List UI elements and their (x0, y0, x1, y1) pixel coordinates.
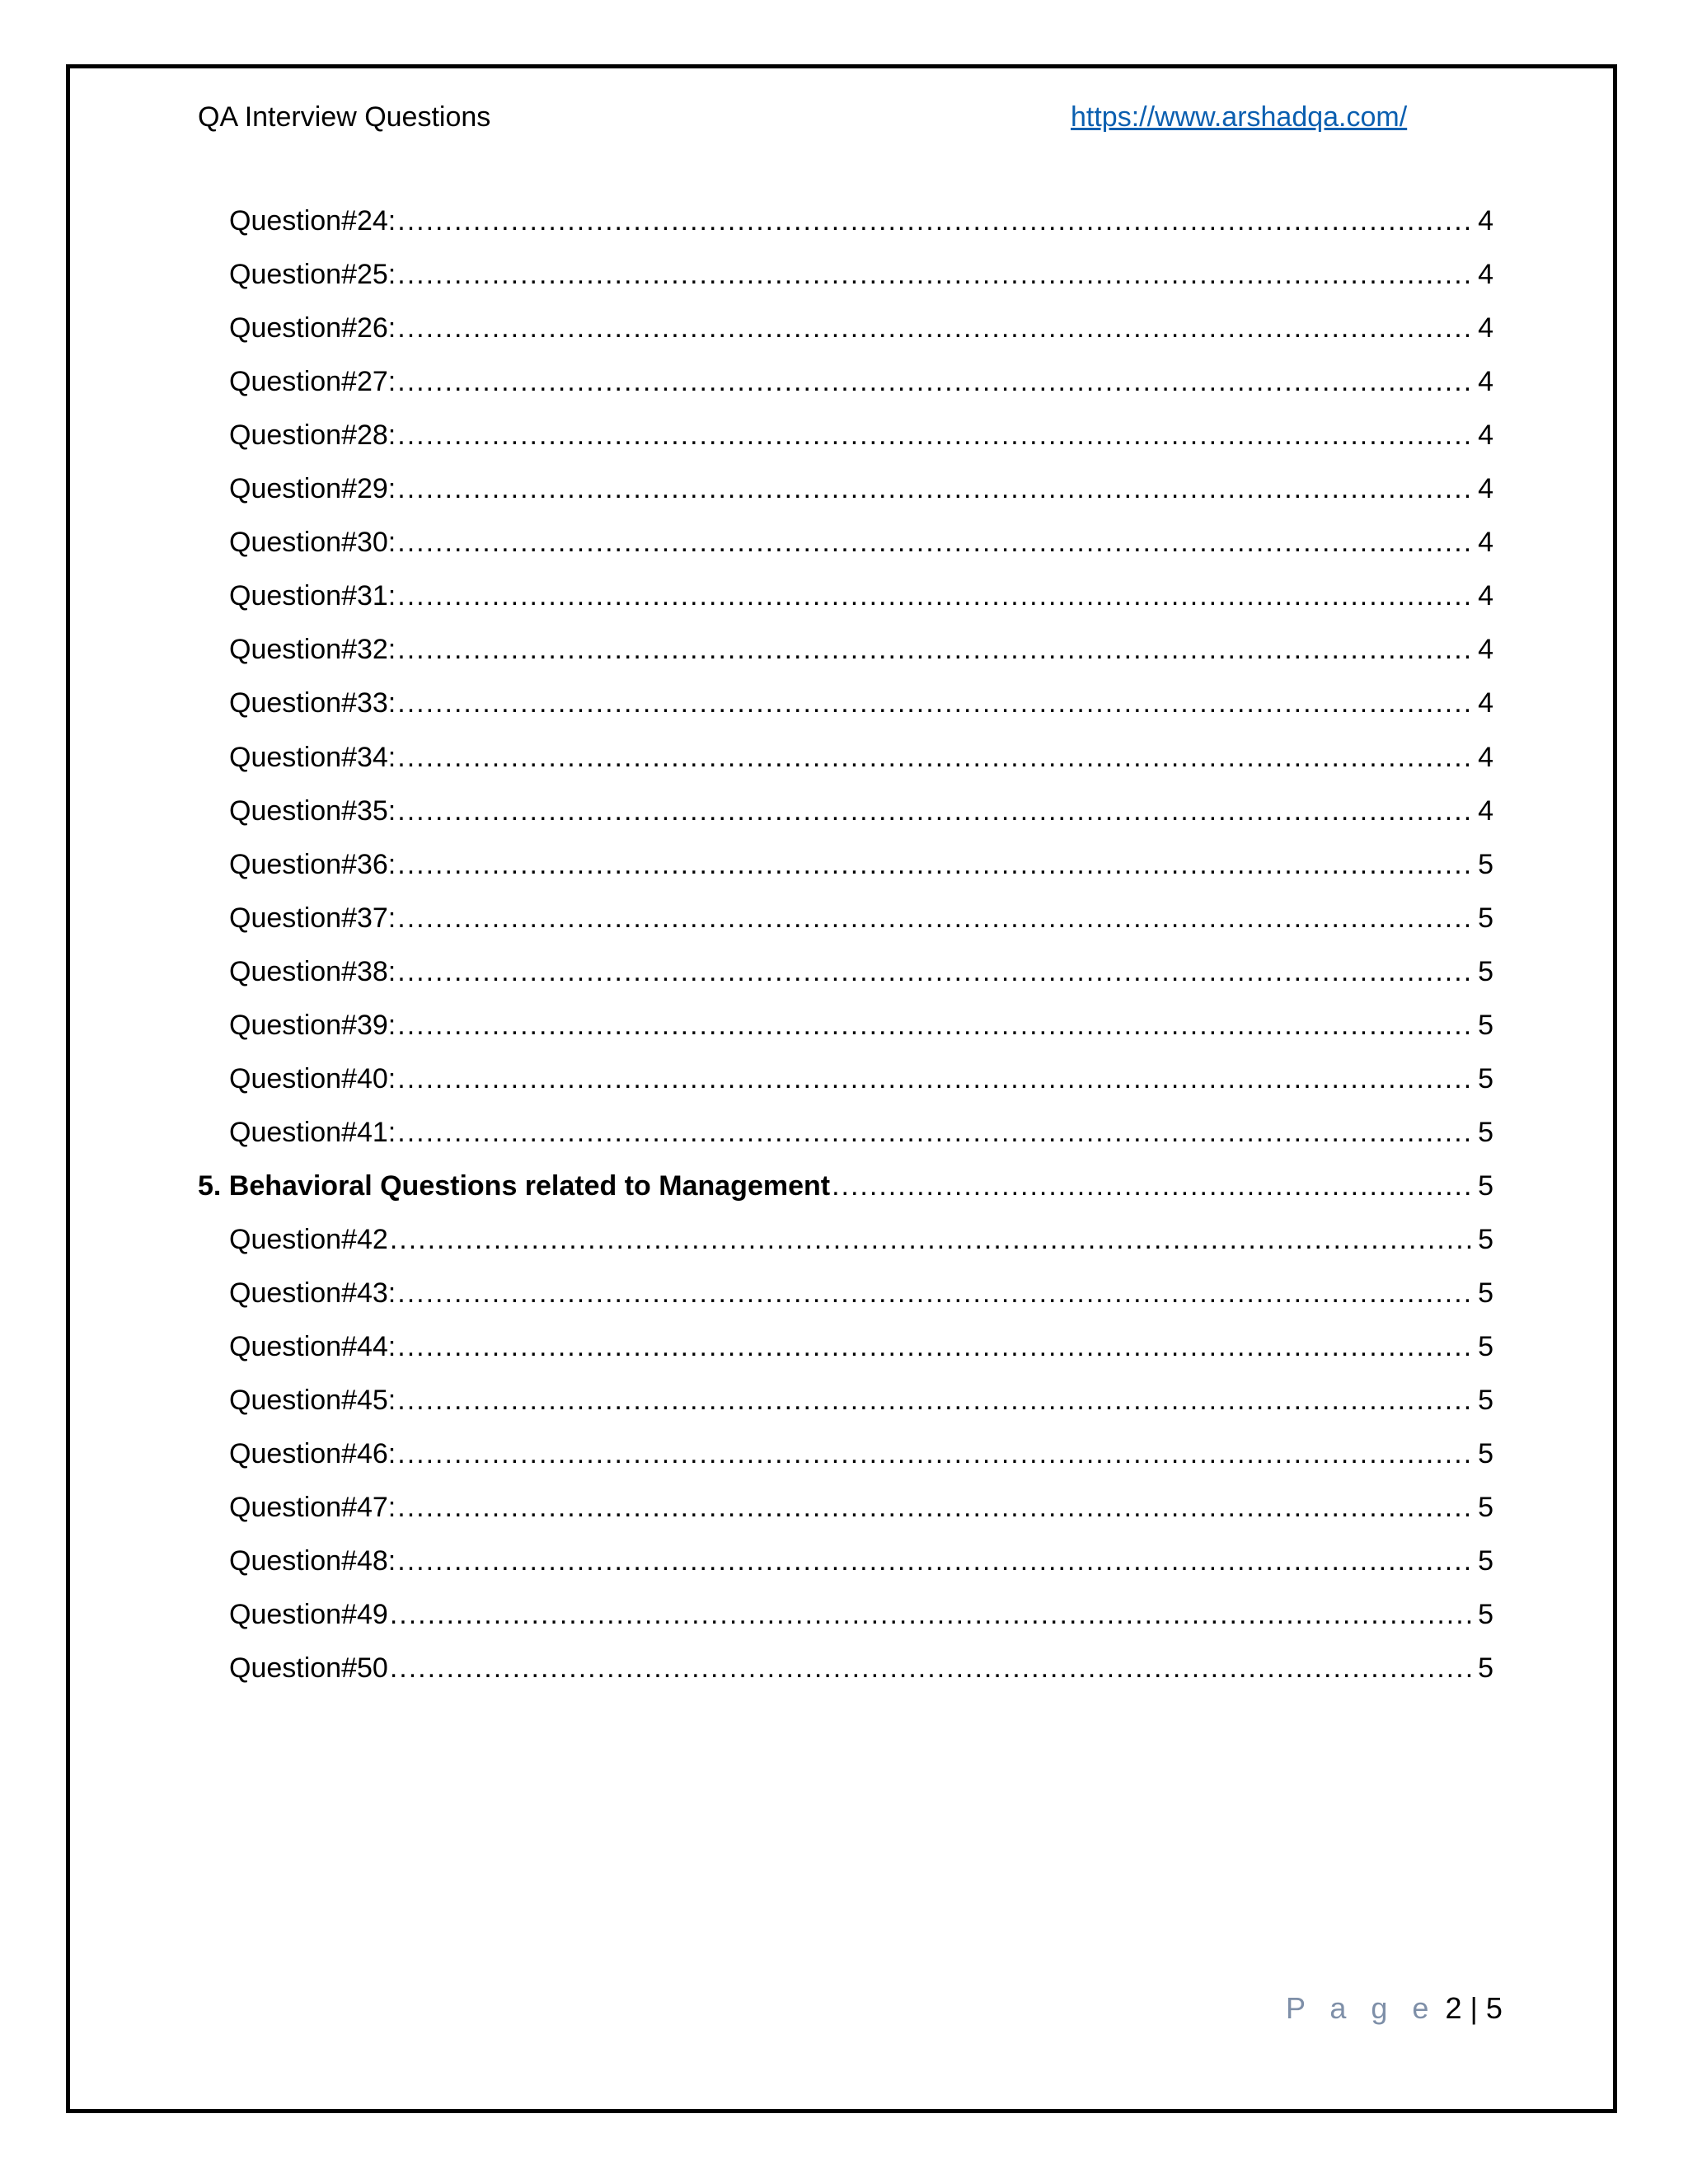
toc-entry[interactable] (229, 1481, 1493, 1527)
toc-entry[interactable] (229, 516, 1493, 562)
toc-entry[interactable] (229, 1052, 1493, 1099)
toc-dot-leader (397, 469, 1475, 509)
toc-entry-label: Question#45: (229, 1385, 396, 1417)
toc-page-number: 5 (1478, 1599, 1493, 1631)
toc-page-number: 5 (1478, 1438, 1493, 1470)
toc-entry-label: Question#24: (229, 205, 396, 237)
toc-dot-leader (397, 898, 1475, 938)
toc-entry-label: Question#26: (229, 312, 396, 344)
toc-dot-leader (390, 1220, 1475, 1259)
toc-page-number: 4 (1478, 419, 1493, 452)
toc-page-number: 4 (1478, 741, 1493, 773)
toc-entry-label: Question#40: (229, 1062, 396, 1094)
toc-dot-leader (397, 576, 1475, 616)
toc-dot-leader (397, 1273, 1475, 1313)
total-pages: 5 (1485, 1991, 1503, 2025)
toc-entry-label: Question#30: (229, 527, 396, 559)
toc-entry-label: Question#27: (229, 366, 396, 398)
toc-dot-leader (390, 1595, 1475, 1634)
toc-page-number: 4 (1478, 205, 1493, 237)
toc-entry-label: Question#34: (229, 741, 396, 773)
toc-entry[interactable] (229, 999, 1493, 1045)
toc-section-heading[interactable] (198, 1160, 1493, 1206)
toc-page-number: 4 (1478, 473, 1493, 505)
toc-entry-label: Question#48: (229, 1545, 396, 1577)
toc-entry-label: Question#46: (229, 1438, 396, 1470)
toc-entry[interactable] (229, 462, 1493, 509)
toc-page-number: 4 (1478, 366, 1493, 398)
toc-entry[interactable] (229, 569, 1493, 616)
toc-page-number: 4 (1478, 259, 1493, 291)
page-word: P a g e (1286, 1991, 1437, 2025)
toc-page-number: 4 (1478, 687, 1493, 719)
toc-entry[interactable] (229, 1374, 1493, 1420)
toc-entry[interactable] (229, 355, 1493, 401)
toc-page-number: 4 (1478, 634, 1493, 666)
toc-page-number: 5 (1478, 848, 1493, 880)
toc-dot-leader (832, 1166, 1475, 1206)
toc-entry-label: Question#28: (229, 419, 396, 452)
header-link[interactable]: https://www.arshadqa.com/ (1071, 101, 1408, 133)
toc-dot-leader (397, 523, 1475, 562)
toc-dot-leader (397, 255, 1475, 294)
toc-entry[interactable] (229, 1642, 1493, 1688)
toc-entry-label: Question#33: (229, 687, 396, 719)
toc-dot-leader (397, 630, 1475, 669)
toc-page-number: 5 (1478, 1009, 1493, 1041)
toc-entry-label: Question#39: (229, 1009, 396, 1041)
toc-entry[interactable] (229, 677, 1493, 723)
toc-page-number: 5 (1478, 902, 1493, 934)
toc-page-number: 4 (1478, 312, 1493, 344)
header-title: QA Interview Questions (198, 101, 491, 133)
page-separator: | (1470, 1991, 1478, 2025)
toc-entry[interactable] (229, 1267, 1493, 1313)
toc-dot-leader (397, 308, 1475, 348)
toc-page-number: 5 (1478, 1169, 1493, 1202)
toc-entry[interactable] (229, 248, 1493, 294)
toc-dot-leader (397, 1059, 1475, 1099)
toc-entry-label: Question#50 (229, 1652, 388, 1685)
toc-page-number: 5 (1478, 1116, 1493, 1148)
toc-entry[interactable] (229, 194, 1493, 241)
toc-page-number: 5 (1478, 1385, 1493, 1417)
toc-entry-label: Question#41: (229, 1116, 396, 1148)
toc-page-number: 4 (1478, 794, 1493, 827)
toc-dot-leader (397, 1327, 1475, 1366)
toc-dot-leader (397, 201, 1475, 241)
toc-dot-leader (397, 1113, 1475, 1152)
toc-entry[interactable] (229, 785, 1493, 831)
toc-page-number: 5 (1478, 1331, 1493, 1363)
toc-dot-leader (390, 1648, 1475, 1688)
toc-entry[interactable] (229, 945, 1493, 991)
toc-dot-leader (397, 791, 1475, 831)
toc-entry[interactable] (229, 1320, 1493, 1366)
toc-dot-leader (397, 362, 1475, 401)
toc-entry-label: Question#49 (229, 1599, 388, 1631)
toc-entry-label: Question#29: (229, 473, 396, 505)
toc-dot-leader (397, 845, 1475, 884)
toc-page-number: 5 (1478, 955, 1493, 987)
toc-page-number: 5 (1478, 1277, 1493, 1309)
toc-dot-leader (397, 683, 1475, 723)
toc-entry[interactable] (229, 623, 1493, 669)
toc-entry-label: Question#43: (229, 1277, 396, 1309)
toc-page-number: 5 (1478, 1545, 1493, 1577)
toc-entry[interactable] (229, 838, 1493, 884)
toc-entry-label: Question#37: (229, 902, 396, 934)
toc-entry[interactable] (229, 1535, 1493, 1581)
toc-page-number: 5 (1478, 1062, 1493, 1094)
toc-page-number: 4 (1478, 580, 1493, 612)
toc-entry[interactable] (229, 1106, 1493, 1152)
toc-entry-label: Question#35: (229, 794, 396, 827)
toc-dot-leader (397, 1380, 1475, 1420)
toc-entry-label: 5. Behavioral Questions related to Management (198, 1169, 831, 1202)
toc-dot-leader (397, 1488, 1475, 1527)
toc-dot-leader (397, 415, 1475, 455)
toc-page-number: 4 (1478, 527, 1493, 559)
toc-entry-label: Question#32: (229, 634, 396, 666)
toc-entry[interactable] (229, 409, 1493, 455)
current-page-number: 2 (1445, 1991, 1462, 2025)
toc-entry[interactable] (229, 1213, 1493, 1259)
toc-page-number: 5 (1478, 1492, 1493, 1524)
toc-entry-label: Question#47: (229, 1492, 396, 1524)
page-footer (1286, 1988, 1503, 2029)
toc-entry-label: Question#31: (229, 580, 396, 612)
toc-dot-leader (397, 1434, 1475, 1474)
toc-dot-leader (397, 1541, 1475, 1581)
toc-entry[interactable] (229, 302, 1493, 348)
toc-page-number: 5 (1478, 1223, 1493, 1255)
toc-entry-label: Question#38: (229, 955, 396, 987)
toc-dot-leader (397, 1005, 1475, 1045)
toc-entry[interactable] (229, 1588, 1493, 1634)
toc-page-number: 5 (1478, 1652, 1493, 1685)
toc-entry-label: Question#36: (229, 848, 396, 880)
toc-dot-leader (397, 952, 1475, 991)
toc-entry-label: Question#25: (229, 259, 396, 291)
toc-entry[interactable] (229, 892, 1493, 938)
toc-entry-label: Question#42 (229, 1223, 388, 1255)
toc-entry[interactable] (229, 731, 1493, 777)
toc-entry-label: Question#44: (229, 1331, 396, 1363)
toc-dot-leader (397, 738, 1475, 777)
toc-entry[interactable] (229, 1427, 1493, 1474)
